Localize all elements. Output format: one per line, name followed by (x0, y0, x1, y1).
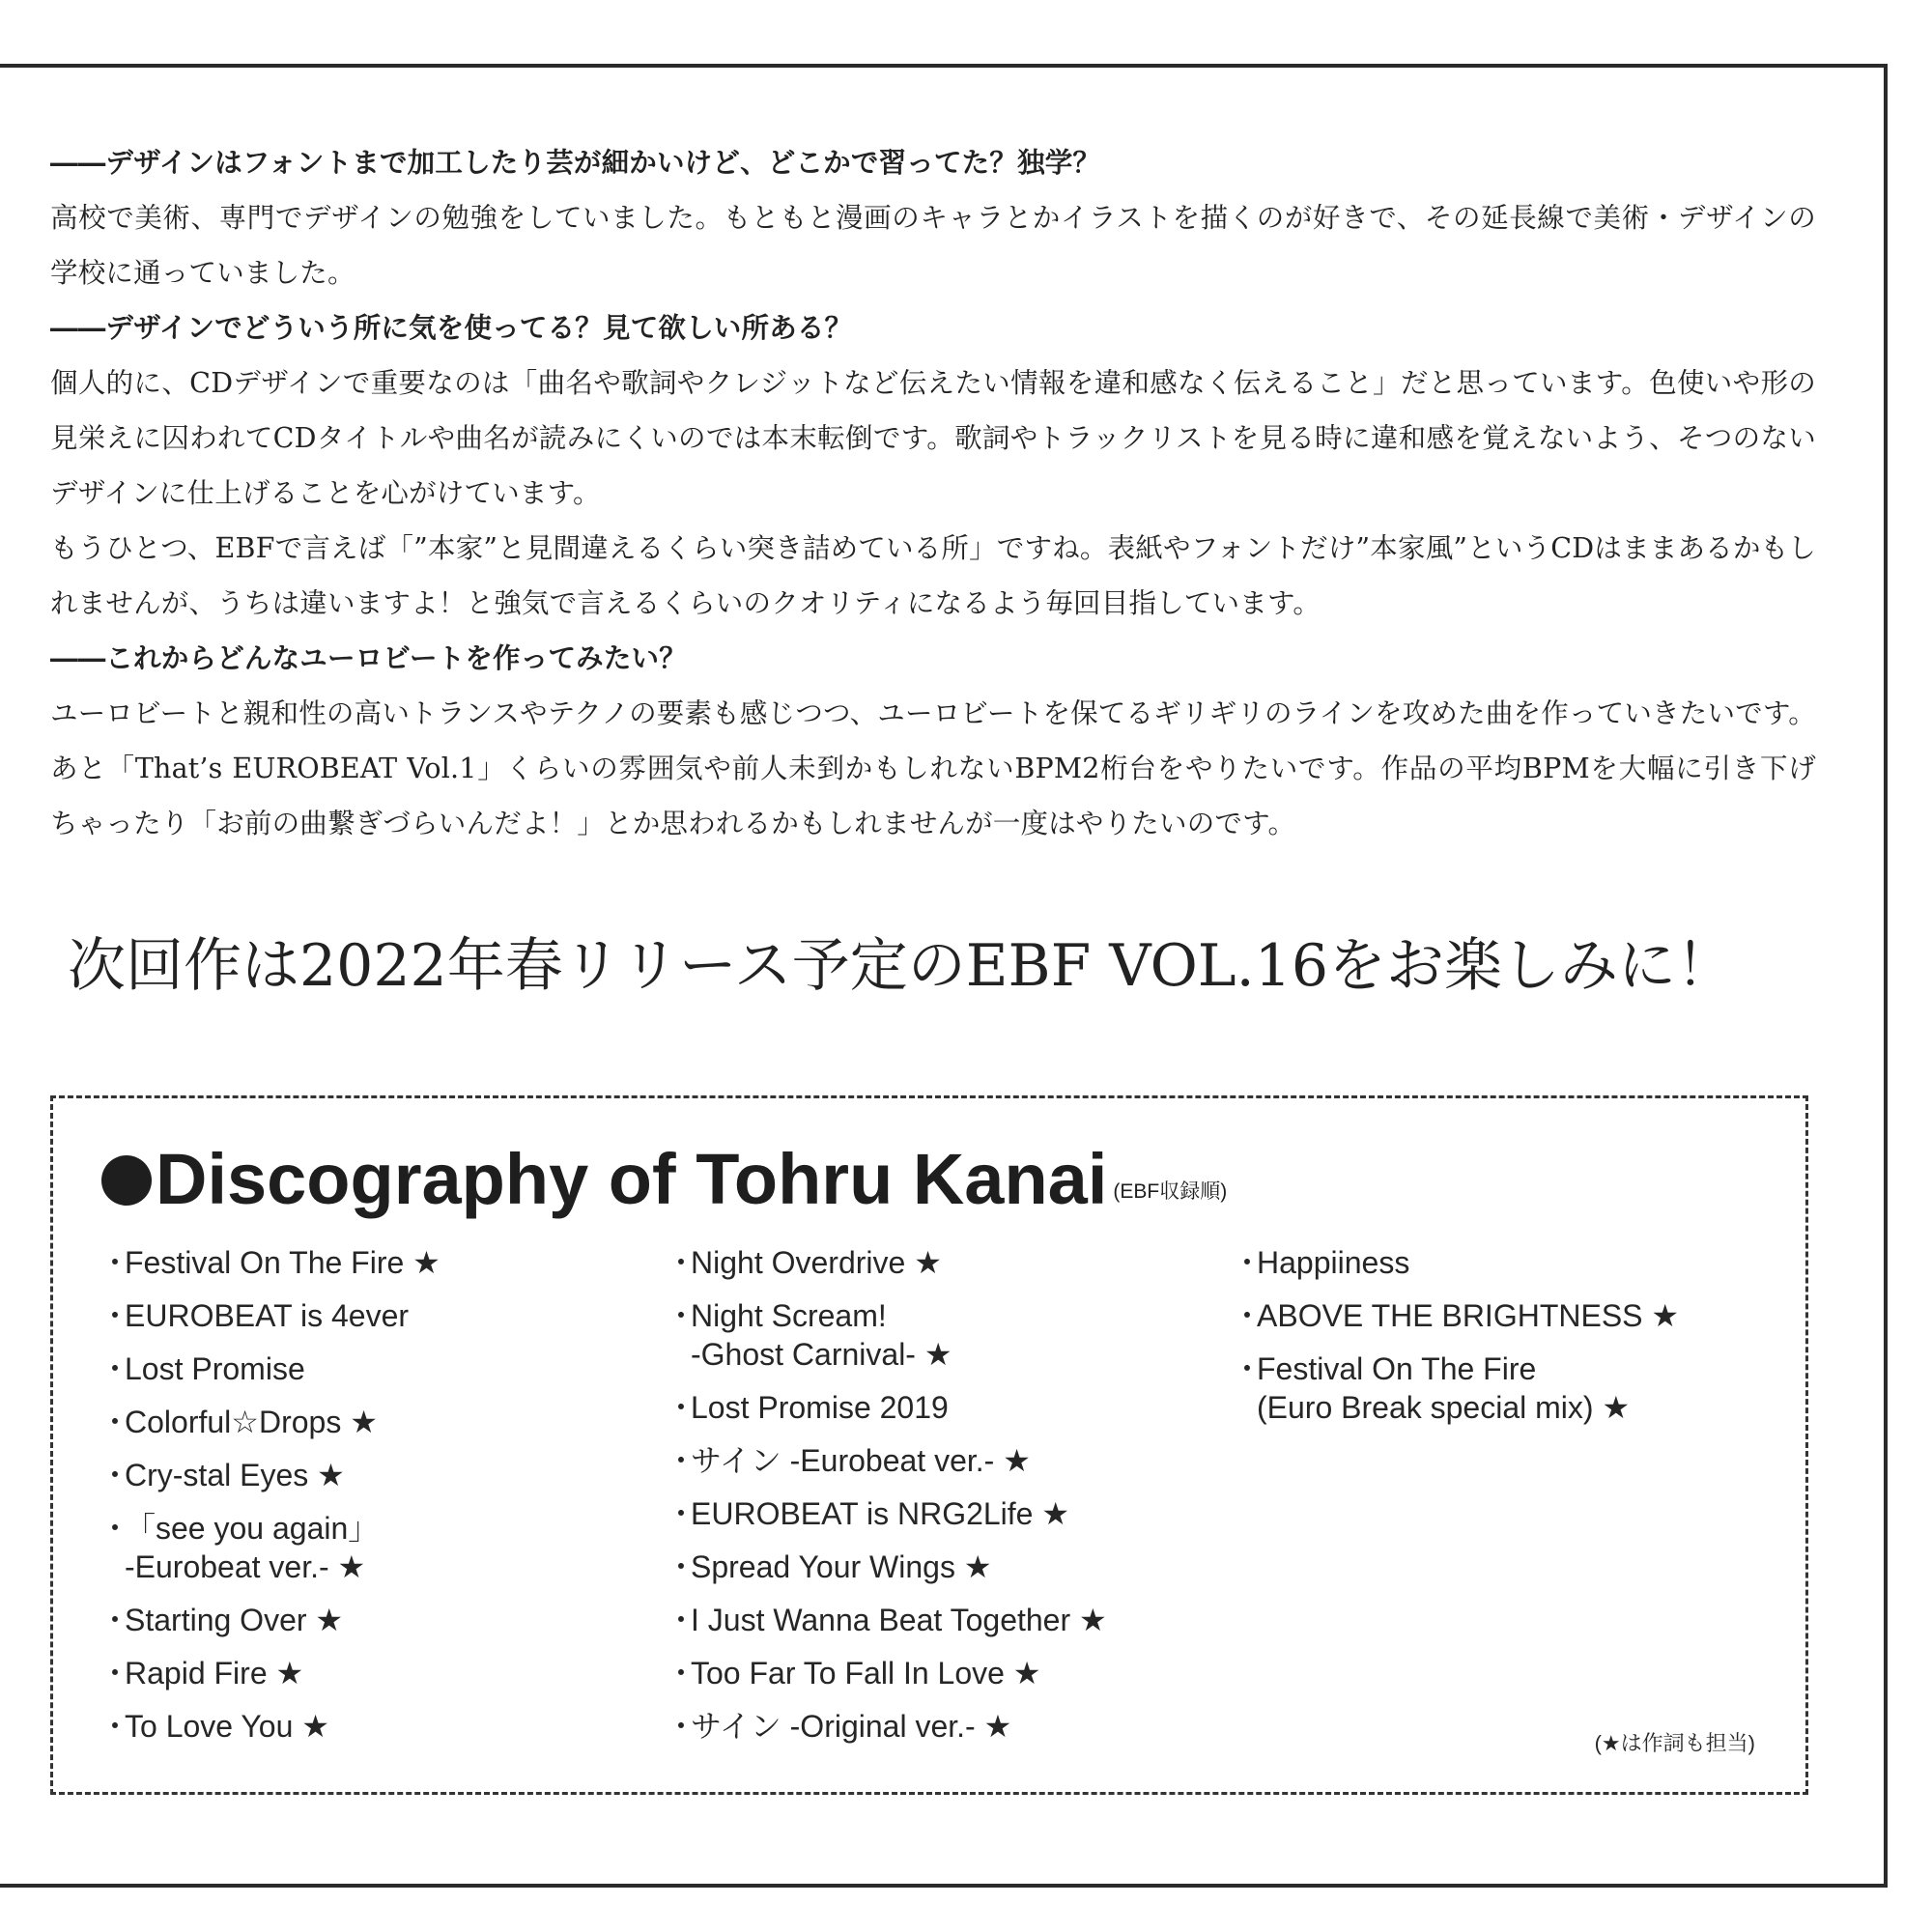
list-item: ・ Cry-stal Eyes ★ (99, 1456, 640, 1494)
list-item: ・ Spread Your Wings ★ (666, 1548, 1207, 1586)
list-item: ・ Rapid Fire ★ (99, 1654, 640, 1692)
answer-future-eurobeat: ユーロビートと親和性の高いトランスやテクノの要素も感じつつ、ユーロビートを保てるギリギリのラインを攻めた曲を作っていきたいです。あと「That’s EUROBEAT Vol.1」くらいの雰囲気や前人未到かもしれないBPM2桁台をやりたいです。作品の平均BPMを大幅に引き下げちゃったり「お前の曲繋ぎづらいんだよ！」とか思われるかもしれませんが一度はやりたいのです。 (50, 697, 1816, 839)
list-item: ・ I Just Wanna Beat Together ★ (666, 1601, 1207, 1639)
answer-design-focus-2: もうひとつ、EBFで言えば「”本家”と見間違えるくらい突き詰めている所」ですね。表紙やフォントだけ”本家風”というCDはままあるかもしれませんが、うちは違いますよ！と強気で言えるくらいのクオリティになるよう毎回目指しています。 (50, 532, 1816, 619)
list-item: ・ Too Far To Fall In Love ★ (666, 1654, 1207, 1692)
list-item: ・ To Love You ★ (99, 1707, 640, 1746)
list-item: ・ Lost Promise 2019 (666, 1388, 1207, 1427)
list-item: ・ サイン -Original ver.- ★ (666, 1707, 1207, 1746)
list-item: ・ Starting Over ★ (99, 1601, 640, 1639)
interview-text (50, 135, 1816, 851)
question-future-eurobeat: ――これからどんなユーロビートを作ってみたい？ (50, 641, 687, 674)
discography-title-note: (EBF収録順) (1113, 1180, 1228, 1203)
list-item: ・ Night Overdrive ★ (666, 1243, 1207, 1282)
discography-heading (101, 1137, 1227, 1235)
question-design-focus: ――デザインでどういう所に気を使ってる？見て欲しい所ある？ (50, 311, 853, 344)
discography-column-2 (666, 1243, 1207, 1760)
list-item: ・ ABOVE THE BRIGHTNESS ★ (1232, 1296, 1773, 1335)
list-item: ・ Festival On The Fire ★ (99, 1243, 640, 1282)
list-item: ・ EUROBEAT is NRG2Life ★ (666, 1494, 1207, 1533)
answer-design-training: 高校で美術、専門でデザインの勉強をしていました。もともと漫画のキャラとかイラストを描くのが好きで、その延長線で美術・デザインの学校に通っていました。 (50, 202, 1816, 289)
list-item: ・ EUROBEAT is 4ever (99, 1296, 640, 1335)
list-item: ・ Happiiness (1232, 1243, 1773, 1282)
discography-title: Discography of Tohru Kanai (156, 1139, 1108, 1219)
list-item: ・ Lost Promise (99, 1350, 640, 1388)
list-item: ・ Festival On The Fire (Euro Break special mix) ★ (1232, 1350, 1773, 1427)
list-item: ・ 「see you again」 -Eurobeat ver.- ★ (99, 1509, 640, 1586)
list-item: ・ サイン -Eurobeat ver.- ★ (666, 1441, 1207, 1480)
answer-design-focus-1: 個人的に、CDデザインで重要なのは「曲名や歌詞やクレジットなど伝えたい情報を違和感なく伝えること」だと思っています。色使いや形の見栄えに囚われてCDタイトルや曲名が読みにくいのでは本末転倒です。歌詞やトラックリストを見る時に違和感を覚えないよう、そつのないデザインに仕上げることを心がけています。 (50, 367, 1816, 509)
discography-box (50, 1095, 1808, 1795)
next-release-announcement: 次回作は2022年春リリース予定のEBF VOL.16をお楽しみに！ (68, 932, 1735, 1000)
list-item: ・ Night Scream! -Ghost Carnival- ★ (666, 1296, 1207, 1374)
discography-column-3 (1232, 1243, 1773, 1441)
discography-column-1 (99, 1243, 640, 1760)
question-design-training: ――デザインはフォントまで加工したり芸が細かいけど、どこかで習ってた？独学？ (50, 146, 1101, 179)
list-item: ・ Colorful☆Drops ★ (99, 1403, 640, 1441)
lyrics-credit-note: (★は作詞も担当) (1594, 1731, 1755, 1755)
bullet-circle-icon (101, 1155, 152, 1206)
